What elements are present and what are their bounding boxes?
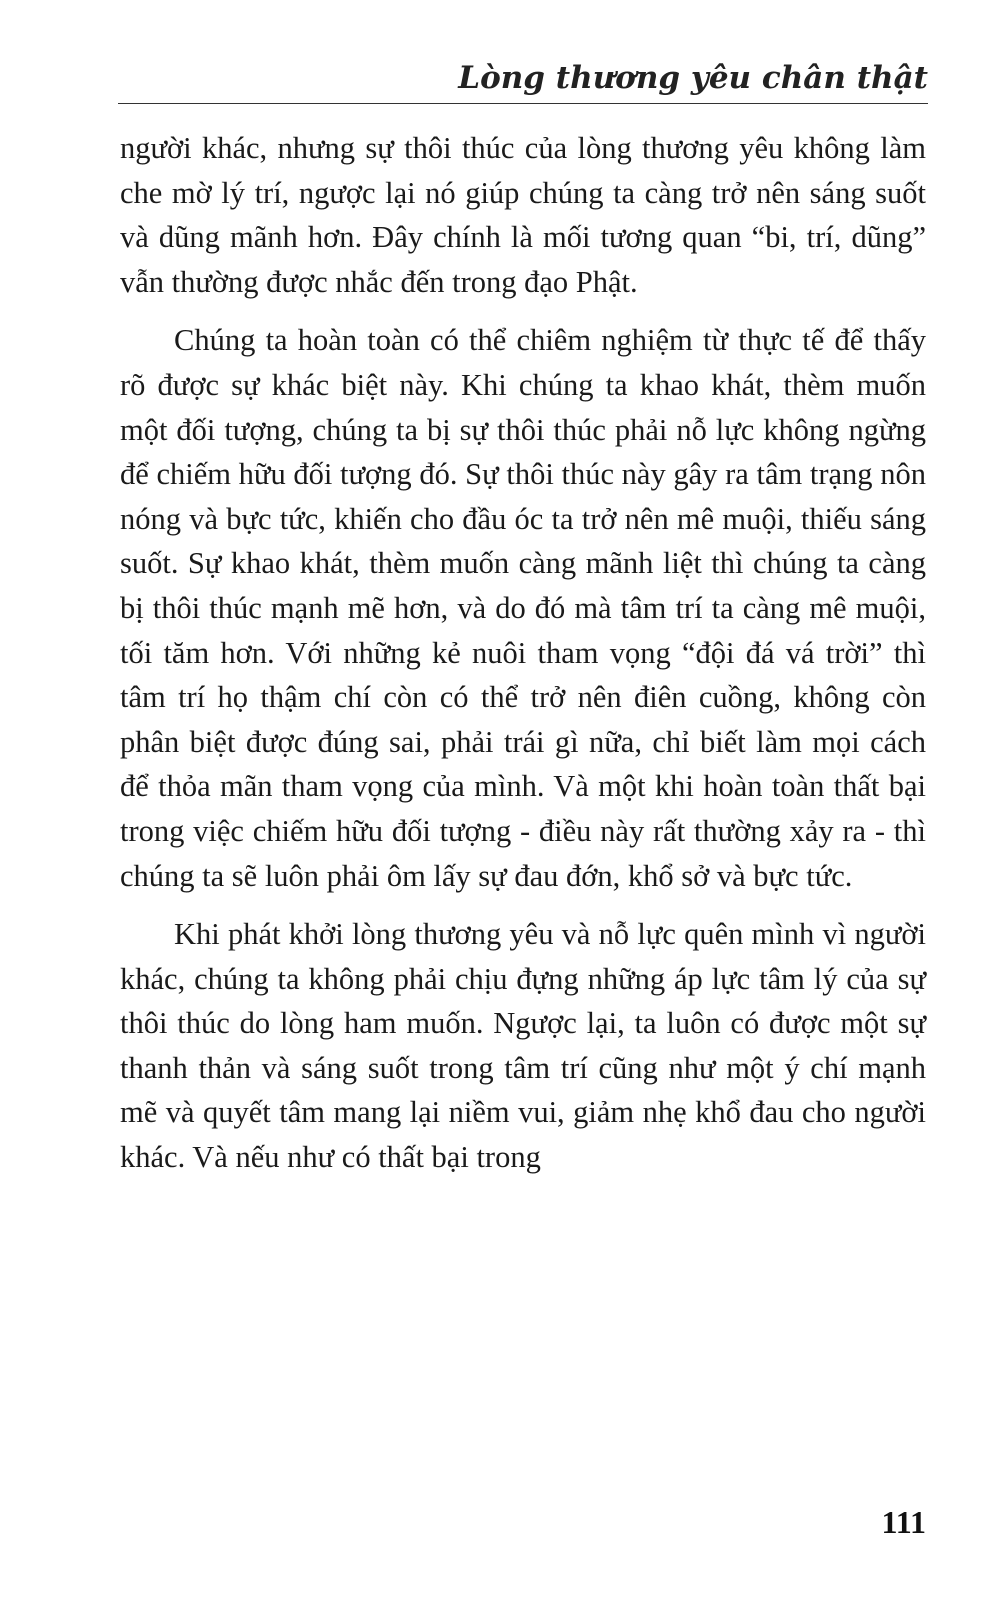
running-header-title: Lòng thương yêu chân thật [458,60,928,96]
header-divider [118,103,928,104]
page-number: 111 [881,1504,926,1540]
paragraph: Khi phát khởi lòng thương yêu và nỗ lực quên mình vì người khác, chúng ta không phải chịu đựng những áp lực tâm lý của sự thôi thúc do lòng ham muốn. Ngược lại, ta luôn có được một sự thanh thản và sáng suốt trong tâm trí cũng như một ý chí mạnh mẽ và quyết tâm mang lại niềm vui, giảm nhẹ khổ đau cho người khác. Và nếu như có thất bại trong [120,917,926,1175]
paragraph-continued: người khác, nhưng sự thôi thúc của lòng thương yêu không làm che mờ lý trí, ngược lại nó giúp chúng ta càng trở nên sáng suốt và dũng mãnh hơn. Đây chính là mối tương quan “bi, trí, dũng” vẫn thường được nhắc đến trong đạo Phật. [120,131,926,299]
body-text [120,126,926,1194]
paragraph: Chúng ta hoàn toàn có thể chiêm nghiệm từ thực tế để thấy rõ được sự khác biệt này. Khi chúng ta khao khát, thèm muốn một đối tượng, chúng ta bị sự thôi thúc phải nỗ lực không ngừng để chiếm hữu đối tượng đó. Sự thôi thúc này gây ra tâm trạng nôn nóng và bực tức, khiến cho đầu óc ta trở nên mê muội, thiếu sáng suốt. Sự khao khát, thèm muốn càng mãnh liệt thì chúng ta càng bị thôi thúc mạnh mẽ hơn, và do đó mà tâm trí ta càng mê muội, tối tăm hơn. Với những kẻ nuôi tham vọng “đội đá vá trời” thì tâm trí họ thậm chí còn có thể trở nên điên cuồng, không còn phân biệt được đúng sai, phải trái gì nữa, chỉ biết làm mọi cách để thỏa mãn tham vọng của mình. Và một khi hoàn toàn thất bại trong việc chiếm hữu đối tượng - điều này rất thường xảy ra - thì chúng ta sẽ luôn phải ôm lấy sự đau đớn, khổ sở và bực tức. [120,323,926,893]
